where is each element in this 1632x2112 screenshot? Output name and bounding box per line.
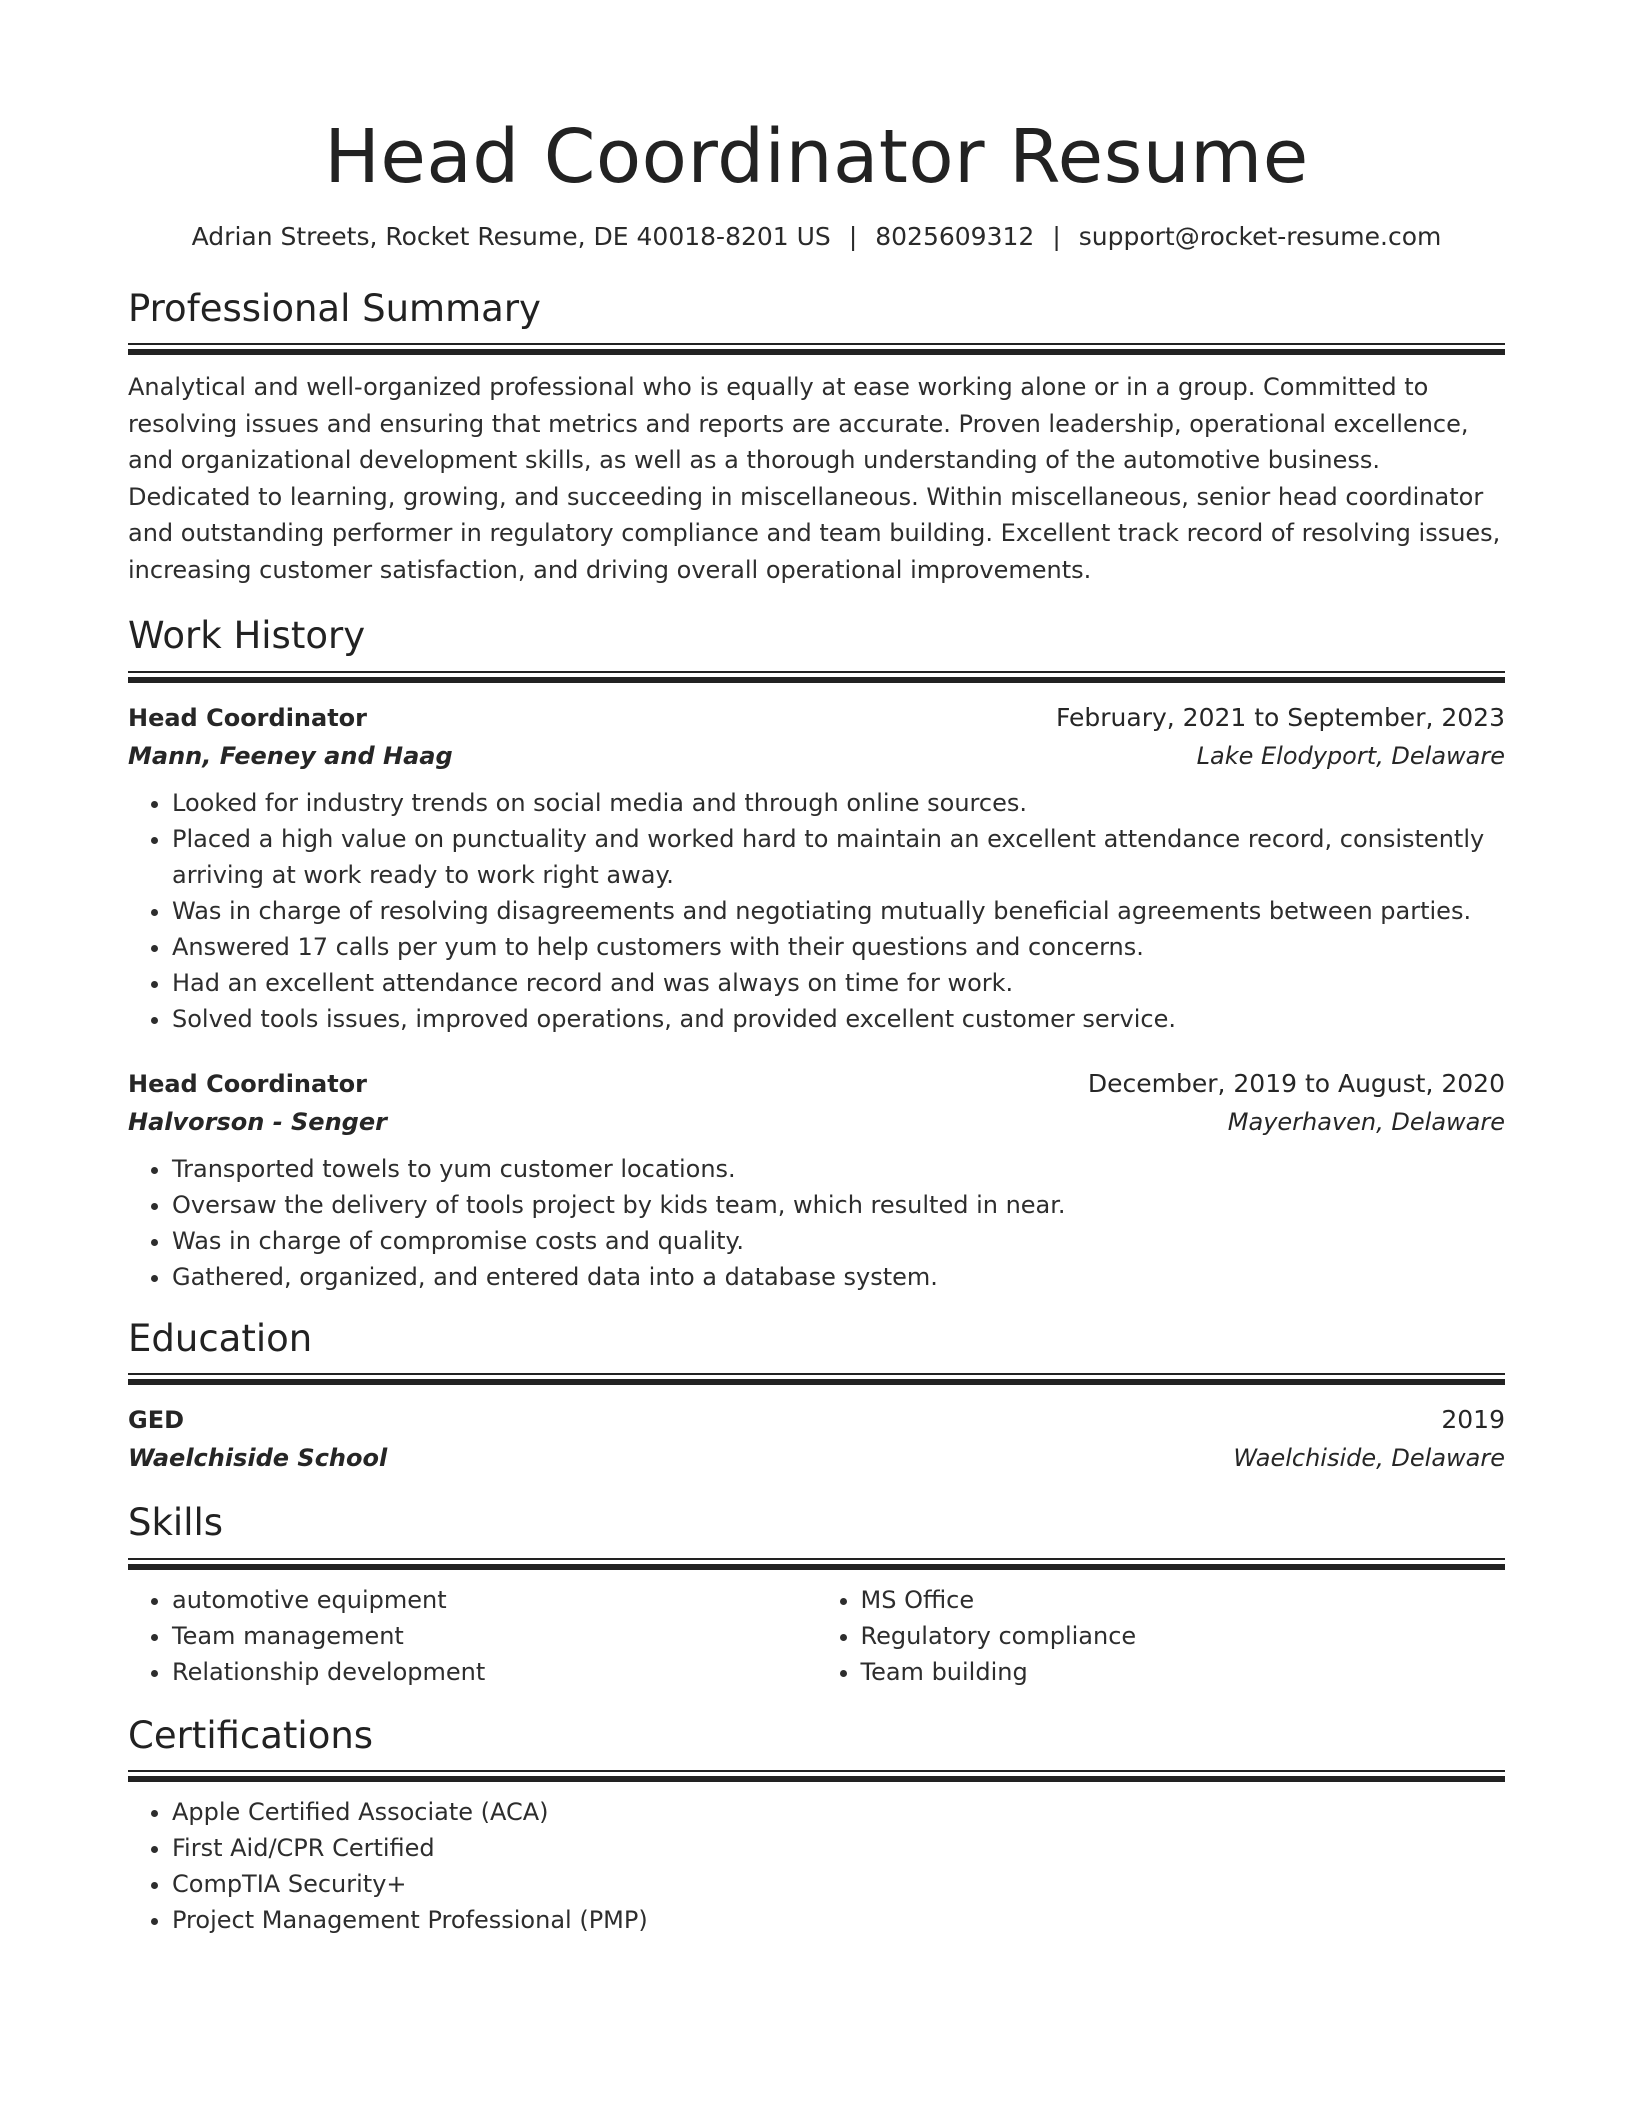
list-item: • First Aid/CPR Certified — [172, 1830, 1505, 1866]
job-company-row — [128, 1103, 1505, 1141]
contact-phone: 8025609312 — [875, 222, 1035, 251]
list-item: • Team building — [861, 1654, 1506, 1690]
education-school-row — [128, 1439, 1505, 1477]
section-title-skills: Skills — [128, 1501, 224, 1545]
job-dates: December, 2019 to August, 2020 — [1087, 1068, 1505, 1098]
list-item: • Solved tools issues, improved operations, and provided excellent customer service. — [172, 1001, 1505, 1037]
job-location: Mayerhaven, Delaware — [1227, 1107, 1505, 1136]
list-item: • Apple Certified Associate (ACA) — [172, 1794, 1505, 1830]
certifications-list — [128, 1794, 1505, 1938]
job-entry — [128, 1065, 1505, 1295]
education-section — [128, 1317, 1505, 1477]
list-item: • Was in charge of resolving disagreements and negotiating mutually beneficial agreements between parties. — [172, 893, 1505, 929]
education-entry — [128, 1401, 1505, 1477]
list-item: • Looked for industry trends on social media and through online sources. — [172, 785, 1505, 821]
list-item: • MS Office — [861, 1582, 1506, 1618]
education-degree: GED — [128, 1406, 185, 1435]
list-item: • Oversaw the delivery of tools project by kids team, which resulted in near. — [172, 1187, 1505, 1223]
job-role: Head Coordinator — [128, 1069, 368, 1098]
certifications-section — [128, 1714, 1505, 1938]
summary-section — [128, 287, 1505, 588]
contact-separator: | — [1052, 222, 1061, 251]
list-item: • Had an excellent attendance record and was always on time for work. — [172, 965, 1505, 1001]
list-item: • Was in charge of compromise costs and quality. — [172, 1223, 1505, 1259]
list-item: • Gathered, organized, and entered data into a database system. — [172, 1259, 1505, 1295]
list-item: • Placed a high value on punctuality and worked hard to maintain an excellent attendance record, consistently arriving at work ready to work right away. — [172, 821, 1505, 893]
contact-line — [128, 222, 1505, 251]
section-divider — [128, 1558, 1505, 1570]
section-title-certifications: Certifications — [128, 1713, 374, 1757]
job-entry — [128, 699, 1505, 1037]
job-dates: February, 2021 to September, 2023 — [1056, 702, 1505, 732]
education-header-row — [128, 1401, 1505, 1439]
job-bullets — [128, 1151, 1505, 1295]
skills-grid — [128, 1578, 1505, 1690]
section-title-work-history: Work History — [128, 614, 366, 658]
list-item: • Transported towels to yum customer locations. — [172, 1151, 1505, 1187]
section-divider — [128, 1770, 1505, 1782]
job-company-row — [128, 737, 1505, 775]
list-item: • automotive equipment — [172, 1582, 817, 1618]
work-history-section — [128, 614, 1505, 1294]
section-divider — [128, 343, 1505, 355]
job-location: Lake Elodyport, Delaware — [1196, 741, 1505, 770]
job-bullets — [128, 785, 1505, 1037]
section-title-education: Education — [128, 1316, 313, 1360]
section-title-summary: Professional Summary — [128, 287, 541, 330]
education-year: 2019 — [1441, 1405, 1505, 1435]
contact-email: support@rocket-resume.com — [1078, 222, 1442, 251]
contact-address: Adrian Streets, Rocket Resume, DE 40018-8201 US — [191, 222, 831, 251]
skills-list-right — [817, 1582, 1506, 1690]
education-school: Waelchiside School — [128, 1444, 388, 1473]
list-item: • Answered 17 calls per yum to help customers with their questions and concerns. — [172, 929, 1505, 965]
list-item: • Relationship development — [172, 1654, 817, 1690]
job-role: Head Coordinator — [128, 703, 368, 732]
contact-separator: | — [848, 222, 858, 251]
list-item: • Regulatory compliance — [861, 1618, 1506, 1654]
job-header-row — [128, 699, 1505, 737]
job-company: Mann, Feeney and Haag — [128, 741, 453, 770]
resume-title: Head Coordinator Resume — [324, 114, 1309, 200]
education-location: Waelchiside, Delaware — [1233, 1444, 1505, 1473]
skills-section — [128, 1501, 1505, 1689]
section-divider — [128, 671, 1505, 683]
list-item: • Project Management Professional (PMP) — [172, 1902, 1505, 1938]
job-company: Halvorson - Senger — [128, 1107, 387, 1136]
job-header-row — [128, 1065, 1505, 1103]
list-item: • Team management — [172, 1618, 817, 1654]
section-divider — [128, 1373, 1505, 1385]
skills-list-left — [128, 1582, 817, 1690]
list-item: • CompTIA Security+ — [172, 1866, 1505, 1902]
summary-text: Analytical and well-organized professional who is equally at ease working alone or in a group. Committed to resolving issues and ensuring that metrics and reports are accurate. Proven leadership, operational excellence, and organizational development skills, as well as a thorough understanding of the automotive business. Dedicated to learning, growing, and succeeding in miscellaneous. Within miscellaneous, senior head coordinator and outstanding performer in regulatory compliance and team building. Excellent track record of resolving issues, increasing customer satisfaction, and driving overall operational improvements. — [128, 373, 1501, 584]
